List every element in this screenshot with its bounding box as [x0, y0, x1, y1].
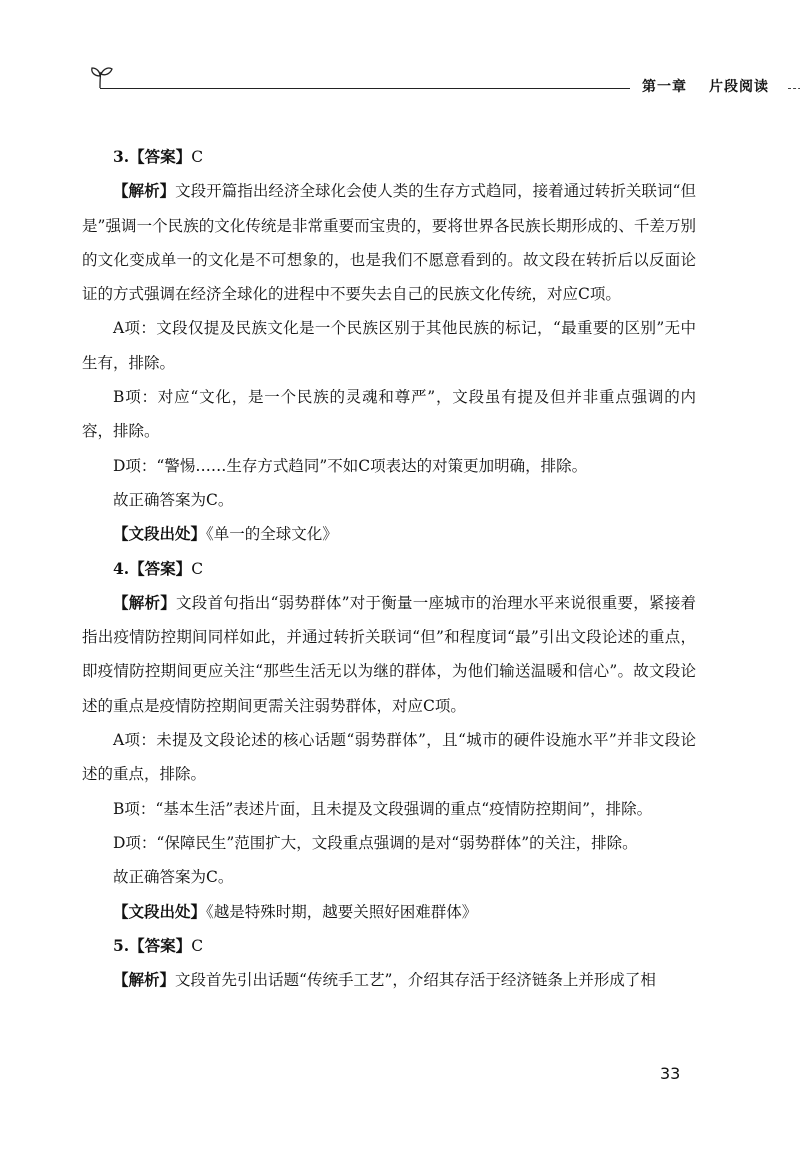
paragraph-label: 【文段出处】: [113, 901, 207, 921]
paragraph: [82, 517, 696, 551]
paragraph-text: D项：“保障民生”范围扩大，文段重点强调的是对“弱势群体”的关注，排除。: [113, 833, 638, 852]
paragraph: [82, 792, 696, 826]
paragraph-label: 3.【答案】: [113, 147, 192, 166]
header-chapter: 第一章: [642, 79, 687, 95]
paragraph-label: 【解析】: [113, 592, 176, 612]
paragraph-text: D项：“警惕……生存方式趋同”不如C项表达的对策更加明确，排除。: [113, 456, 588, 475]
paragraph-text: 《越是特殊时期，越要关照好困难群体》: [206, 902, 478, 921]
paragraph-text: 文段开篇指出经济全球化会使人类的生存方式趋同，接着通过转折关联词“但是”强调一个民族的文化传统是非常重要而宝贵的，要将世界各民族长期形成的、千差万别的文化变成单一的文化是不可想象的，也是我们不愿意看到的。故文段在转折后以反面论证的方式强调在经济全球化的进程中不要失去自己的民族文化传统，对应C项。: [82, 182, 696, 304]
page-number: 33: [660, 1064, 681, 1083]
paragraph-text: B项：对应“文化，是一个民族的灵魂和尊严”，文段虽有提及但并非重点强调的内容，排除。: [82, 388, 696, 441]
paragraph-text: C: [191, 559, 204, 578]
paragraph-label: 【解析】: [113, 181, 176, 201]
paragraph-text: 文段首句指出“弱势群体”对于衡量一座城市的治理水平来说很重要，紧接着指出疫情防控期间同样如此，并通过转折关联词“但”和程度词“最”引出文段论述的重点，即疫情防控期间更应关注“那些生活无以为继的群体，为他们输送温暖和信心”。故文段论述的重点是疫情防控期间更需关注弱势群体，对应C项。: [82, 593, 696, 715]
header-rule: [100, 88, 630, 89]
paragraph: [82, 140, 696, 174]
paragraph: [82, 552, 696, 586]
paragraph: [82, 895, 696, 929]
paragraph-text: A项：未提及文段论述的核心话题“弱势群体”，且“城市的硬件设施水平”并非文段论述的重点，排除。: [82, 731, 696, 784]
paragraph-text: 故正确答案为C。: [113, 490, 234, 509]
sprout-icon: [88, 64, 114, 90]
header-dashed-rule: [788, 88, 800, 89]
paragraph-text: 《单一的全球文化》: [206, 525, 338, 544]
paragraph: [82, 963, 696, 997]
page-body: [82, 140, 696, 997]
paragraph-text: A项：文段仅提及民族文化是一个民族区别于其他民族的标记，“最重要的区别”无中生有，排除。: [82, 319, 696, 372]
paragraph-text: 文段首先引出话题“传统手工艺”，介绍其存活于经济链条上并形成了相: [175, 971, 656, 990]
paragraph: [82, 483, 696, 517]
header-title: [642, 76, 769, 96]
paragraph: [82, 311, 696, 380]
paragraph-label: 【文段出处】: [113, 524, 207, 544]
paragraph: [82, 723, 696, 792]
paragraph: [82, 586, 696, 723]
paragraph-text: B项：“基本生活”表述片面，且未提及文段强调的重点“疫情防控期间”，排除。: [113, 799, 653, 818]
paragraph: [82, 860, 696, 894]
paragraph-label: 5.【答案】: [113, 935, 192, 955]
paragraph-text: C: [191, 936, 204, 955]
paragraph: [82, 174, 696, 311]
paragraph: [82, 449, 696, 483]
header-section: 片段阅读: [709, 79, 769, 95]
paragraph-label: 【解析】: [113, 970, 176, 990]
paragraph: [82, 929, 696, 963]
paragraph-text: 故正确答案为C。: [113, 868, 234, 887]
paragraph-label: 4.【答案】: [113, 558, 192, 578]
paragraph-text: C: [191, 148, 204, 166]
running-header: [88, 62, 788, 102]
paragraph: [82, 380, 696, 449]
paragraph: [82, 826, 696, 860]
